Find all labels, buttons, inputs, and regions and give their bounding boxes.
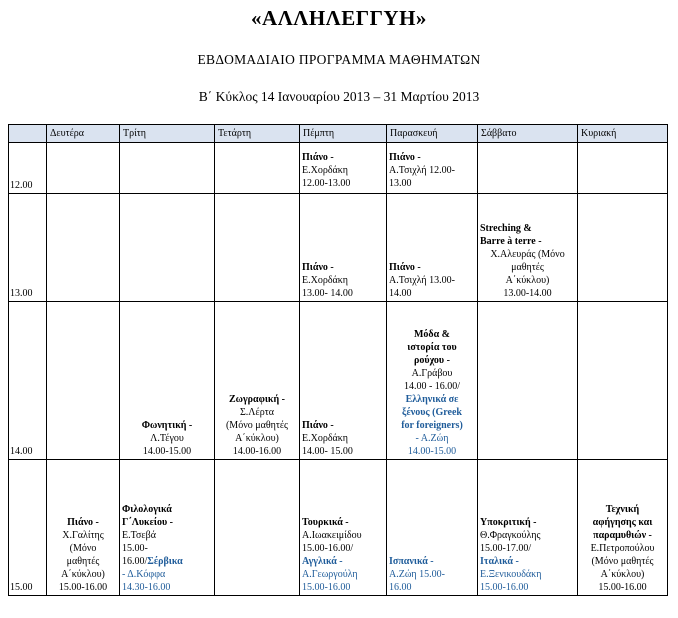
lesson-subject: Ζωγραφική - [229, 394, 285, 405]
lesson-time: 15.00-16.00/ [302, 543, 354, 554]
lesson-subject: Πιάνο - [389, 152, 421, 163]
lesson-teacher: Α.Τσιχλή 12.00- [389, 165, 455, 176]
lesson-time: 14.00-15.00 [142, 446, 192, 457]
time-label: 12.00 [9, 143, 47, 194]
period-label: Β΄ Κύκλος 14 Ιανουαρίου 2013 – 31 Μαρτίου 2013 [198, 89, 480, 104]
cell-empty [578, 302, 668, 460]
lesson-subject: Φωνητική - [141, 420, 193, 431]
lesson-note: Α΄κύκλου) [600, 569, 645, 580]
lesson-subject: Πιάνο - [302, 420, 334, 431]
lesson-time-2: 15.00-16.00 [480, 582, 529, 593]
cell-empty [47, 194, 120, 302]
lesson-cell [300, 460, 387, 596]
lesson-cell [120, 460, 215, 596]
lesson-subject: ρούχου - [414, 355, 450, 366]
lesson-subject: Γ΄Λυκείου - [122, 517, 173, 528]
lesson-note: Α΄κύκλου) [505, 275, 550, 286]
lesson-subject: Ισπανικά - [389, 556, 434, 567]
lesson-teacher: Χ.Γαλίτης [62, 530, 104, 541]
cell-empty [47, 302, 120, 460]
lesson-teacher: Ε.Χορδάκη [302, 165, 349, 176]
header-corner [9, 125, 47, 143]
day-header-friday: Παρασκευή [387, 125, 478, 143]
lesson-cell [387, 143, 478, 194]
lesson-subject-2: Ελληνικά σε [405, 394, 459, 405]
lesson-note: (Μόνο [69, 543, 97, 554]
lesson-time: 12.00-13.00 [302, 178, 351, 189]
time-label: 13.00 [9, 194, 47, 302]
lesson-note: (Μόνο μαθητές [591, 556, 654, 567]
lesson-cell [300, 194, 387, 302]
lesson-teacher: Ε.Τσεβά [122, 530, 156, 541]
time-row-1200 [9, 143, 668, 194]
lesson-subject-2: Ιταλικά - [480, 556, 519, 567]
schedule-table [8, 124, 668, 596]
lesson-time-2: 14.30-16.00 [122, 582, 171, 593]
lesson-subject-2: Σέρβικα [147, 556, 183, 567]
lesson-teacher: Χ.Αλευράς (Μόνο [490, 249, 565, 260]
lesson-subject-2: ξένους (Greek [402, 407, 462, 418]
lesson-subject: ιστορία του [407, 342, 457, 353]
lesson-cell [300, 143, 387, 194]
lesson-subject: Τεχνική [605, 504, 640, 515]
cell-empty [215, 143, 300, 194]
lesson-time: 13.00-14.00 [503, 288, 552, 299]
time-row-1400 [9, 302, 668, 460]
lesson-cell [478, 460, 578, 596]
lesson-subject: Πιάνο - [302, 262, 334, 273]
lesson-subject-2: for foreigners) [401, 420, 463, 431]
lesson-time: 16.00 [389, 582, 412, 593]
lesson-subject: Πιάνο - [389, 262, 421, 273]
lesson-subject-2: Αγγλικά - [302, 556, 343, 567]
lesson-teacher: Σ.Λέρτα [239, 407, 275, 418]
day-header-wednesday: Τετάρτη [215, 125, 300, 143]
lesson-teacher: Ε.Χορδάκη [302, 275, 349, 286]
lesson-subject: Φιλολογικά [122, 504, 172, 515]
page-title: «ΑΛΛΗΛΕΓΓΥΗ» [251, 6, 427, 30]
day-header-monday: Δευτέρα [47, 125, 120, 143]
lesson-teacher: Α.Τσιχλή 13.00- [389, 275, 455, 286]
lesson-time: 16.00/ [122, 556, 148, 567]
lesson-subject: Barre à terre - [480, 236, 542, 247]
lesson-time: 15.00-16.00 [598, 582, 647, 593]
lesson-teacher: Λ.Τέγου [150, 433, 184, 444]
lesson-time-2: 14.00-15.00 [407, 446, 457, 457]
cell-empty [215, 194, 300, 302]
lesson-cell [478, 194, 578, 302]
lesson-cell [578, 460, 668, 596]
lesson-time: 13.00- 14.00 [302, 288, 353, 299]
cell-empty [215, 460, 300, 596]
lesson-time: 14.00- 15.00 [302, 446, 353, 457]
cell-empty [478, 302, 578, 460]
lesson-subject: Streching & [480, 223, 532, 234]
page-subtitle: ΕΒΔΟΜΑΔΙΑΙΟ ΠΡΟΓΡΑΜΜΑ ΜΑΘΗΜΑΤΩΝ [197, 52, 481, 67]
lesson-cell [120, 302, 215, 460]
lesson-teacher: Ε.Πετροπούλου [590, 543, 655, 554]
lesson-note: μαθητές [66, 556, 100, 567]
time-row-1300 [9, 194, 668, 302]
lesson-cell [215, 302, 300, 460]
lesson-time: 13.00 [389, 178, 412, 189]
lesson-note: (Μόνο μαθητές [225, 420, 289, 431]
time-label: 15.00 [9, 460, 47, 596]
header-row [9, 125, 668, 143]
day-header-saturday: Σάββατο [478, 125, 578, 143]
lesson-cell [387, 460, 478, 596]
lesson-teacher-2: Α.Γεωργούλη [302, 569, 358, 580]
lesson-teacher-2: Ε.Ξενικουδάκη [480, 569, 542, 580]
lesson-subject: Μόδα & [413, 329, 451, 340]
lesson-subject: παραμυθιών - [593, 530, 652, 541]
cell-empty [120, 143, 215, 194]
lesson-teacher: Θ.Φραγκούλης [480, 530, 541, 541]
cell-empty [47, 143, 120, 194]
lesson-cell [300, 302, 387, 460]
cell-empty [578, 143, 668, 194]
lesson-cell [387, 194, 478, 302]
lesson-time-2: 15.00-16.00 [302, 582, 351, 593]
lesson-note: Α΄κύκλου) [61, 569, 105, 580]
cell-empty [578, 194, 668, 302]
lesson-note: Α΄κύκλου) [235, 433, 279, 444]
lesson-teacher: Α.Γράβου [411, 368, 453, 379]
lesson-time: 14.00 - 16.00/ [403, 381, 461, 392]
lesson-time: 14.00 [389, 288, 412, 299]
lesson-teacher-2: - Α.Ζώη [415, 433, 449, 444]
lesson-time: 15.00-16.00 [58, 582, 108, 593]
time-label: 14.00 [9, 302, 47, 460]
lesson-teacher: Α.Ιωακειμίδου [302, 530, 362, 541]
lesson-teacher-2: - Δ.Κόφφα [122, 569, 166, 580]
lesson-teacher: Ε.Χορδάκη [302, 433, 349, 444]
lesson-time: 14.00-16.00 [232, 446, 282, 457]
lesson-subject: Υποκριτική - [480, 517, 537, 528]
lesson-subject: Τουρκικά - [302, 517, 349, 528]
lesson-teacher: Α.Ζώη 15.00- [389, 569, 445, 580]
day-header-sunday: Κυριακή [578, 125, 668, 143]
day-header-thursday: Πέμπτη [300, 125, 387, 143]
lesson-time: 15.00- [122, 543, 148, 554]
day-header-tuesday: Τρίτη [120, 125, 215, 143]
lesson-subject: Πιάνο - [67, 517, 99, 528]
lesson-subject: Πιάνο - [302, 152, 334, 163]
time-row-1500 [9, 460, 668, 596]
cell-empty [120, 194, 215, 302]
lesson-note: μαθητές [511, 262, 544, 273]
lesson-subject: αφήγησης και [592, 517, 653, 528]
lesson-cell [387, 302, 478, 460]
lesson-time: 15.00-17.00/ [480, 543, 532, 554]
cell-empty [478, 143, 578, 194]
lesson-cell [47, 460, 120, 596]
